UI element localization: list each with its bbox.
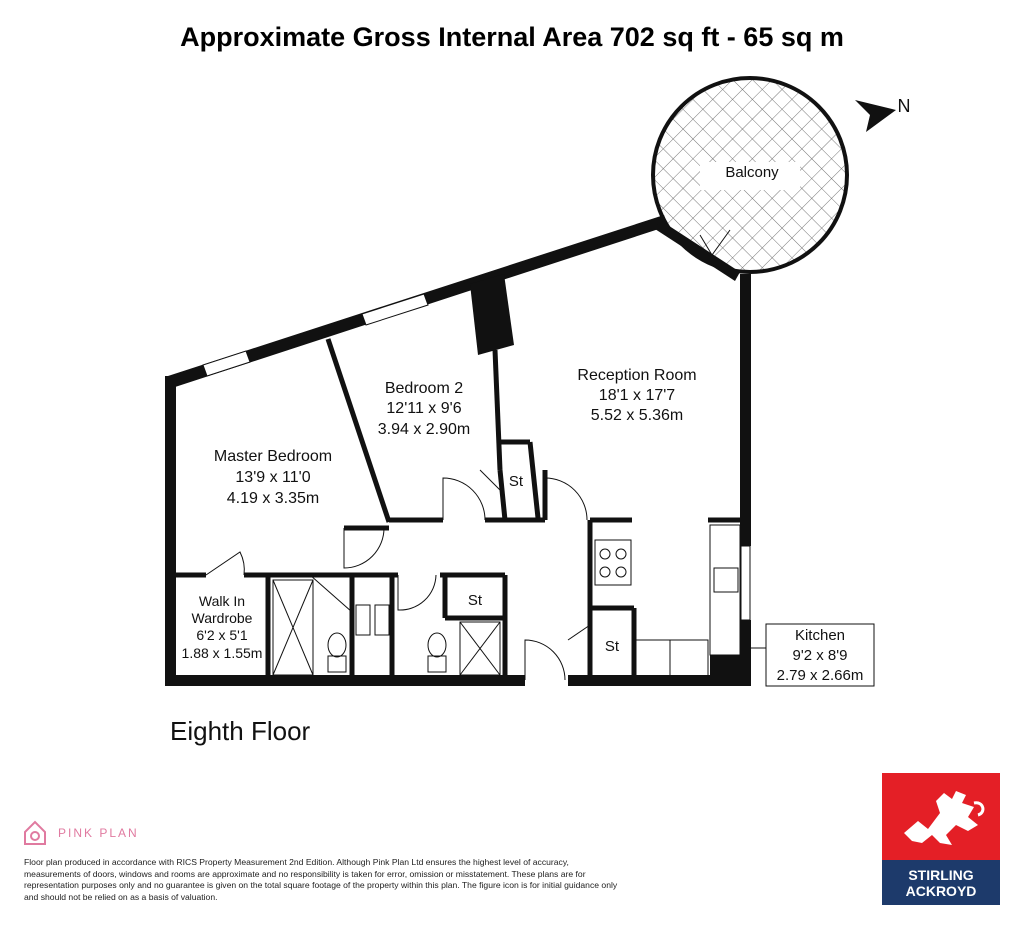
bedroom2-imperial: 12'11 x 9'6 — [386, 400, 462, 417]
griffin-icon — [882, 773, 1000, 860]
page-title: Approximate Gross Internal Area 702 sq ft - 65 sq m — [180, 22, 844, 52]
wardrobe-name-1: Walk In — [198, 593, 246, 609]
store2-label: St — [467, 592, 483, 609]
pink-plan-name: PINK PLAN — [58, 826, 139, 840]
wardrobe-imperial: 6'2 x 5'1 — [196, 627, 248, 643]
balcony-label: Balcony — [725, 164, 779, 181]
bedroom2-metric: 3.94 x 2.90m — [377, 421, 471, 438]
store3-label: St — [604, 638, 620, 655]
compass-label: N — [897, 96, 911, 116]
fixtures — [273, 525, 766, 676]
kitchen-metric: 2.79 x 2.66m — [776, 667, 864, 684]
reception-metric: 5.52 x 5.36m — [590, 407, 684, 424]
floor-label: Eighth Floor — [170, 716, 311, 746]
agent-name-line1: STIRLING — [908, 866, 974, 883]
agent-name-line2: ACKROYD — [905, 882, 977, 899]
master-imperial: 13'9 x 11'0 — [235, 469, 311, 486]
reception-imperial: 18'1 x 17'7 — [598, 387, 676, 404]
north-arrow-icon — [855, 100, 896, 132]
kitchen-name: Kitchen — [794, 627, 846, 644]
master-metric: 4.19 x 3.35m — [226, 490, 320, 507]
kitchen-imperial: 9'2 x 8'9 — [792, 647, 848, 664]
wardrobe-name-2: Wardrobe — [191, 610, 253, 626]
bedroom2-name: Bedroom 2 — [384, 380, 464, 397]
reception-name: Reception Room — [577, 367, 697, 384]
pink-plan-logo-icon — [22, 819, 48, 847]
store1-label: St — [508, 473, 524, 490]
disclaimer-text: Floor plan produced in accordance with RICS Property Measurement 2nd Edition. Although Pink Plan Ltd ensures the highest level of accuracy, measurements of doors, windows and rooms are approximate and no responsibility is taken for error, omission or misstatement. These plans are for representation purposes only and no guarantee is given on the total square footage of the property within this plan. The figure icon is for initial guidance only and should not be relied on as a basis of valuation. — [24, 857, 618, 902]
stirling-ackroyd-logo — [882, 773, 1000, 905]
pink-plan-brand — [22, 818, 139, 848]
master-name: Master Bedroom — [213, 448, 333, 465]
wardrobe-metric: 1.88 x 1.55m — [181, 645, 263, 661]
